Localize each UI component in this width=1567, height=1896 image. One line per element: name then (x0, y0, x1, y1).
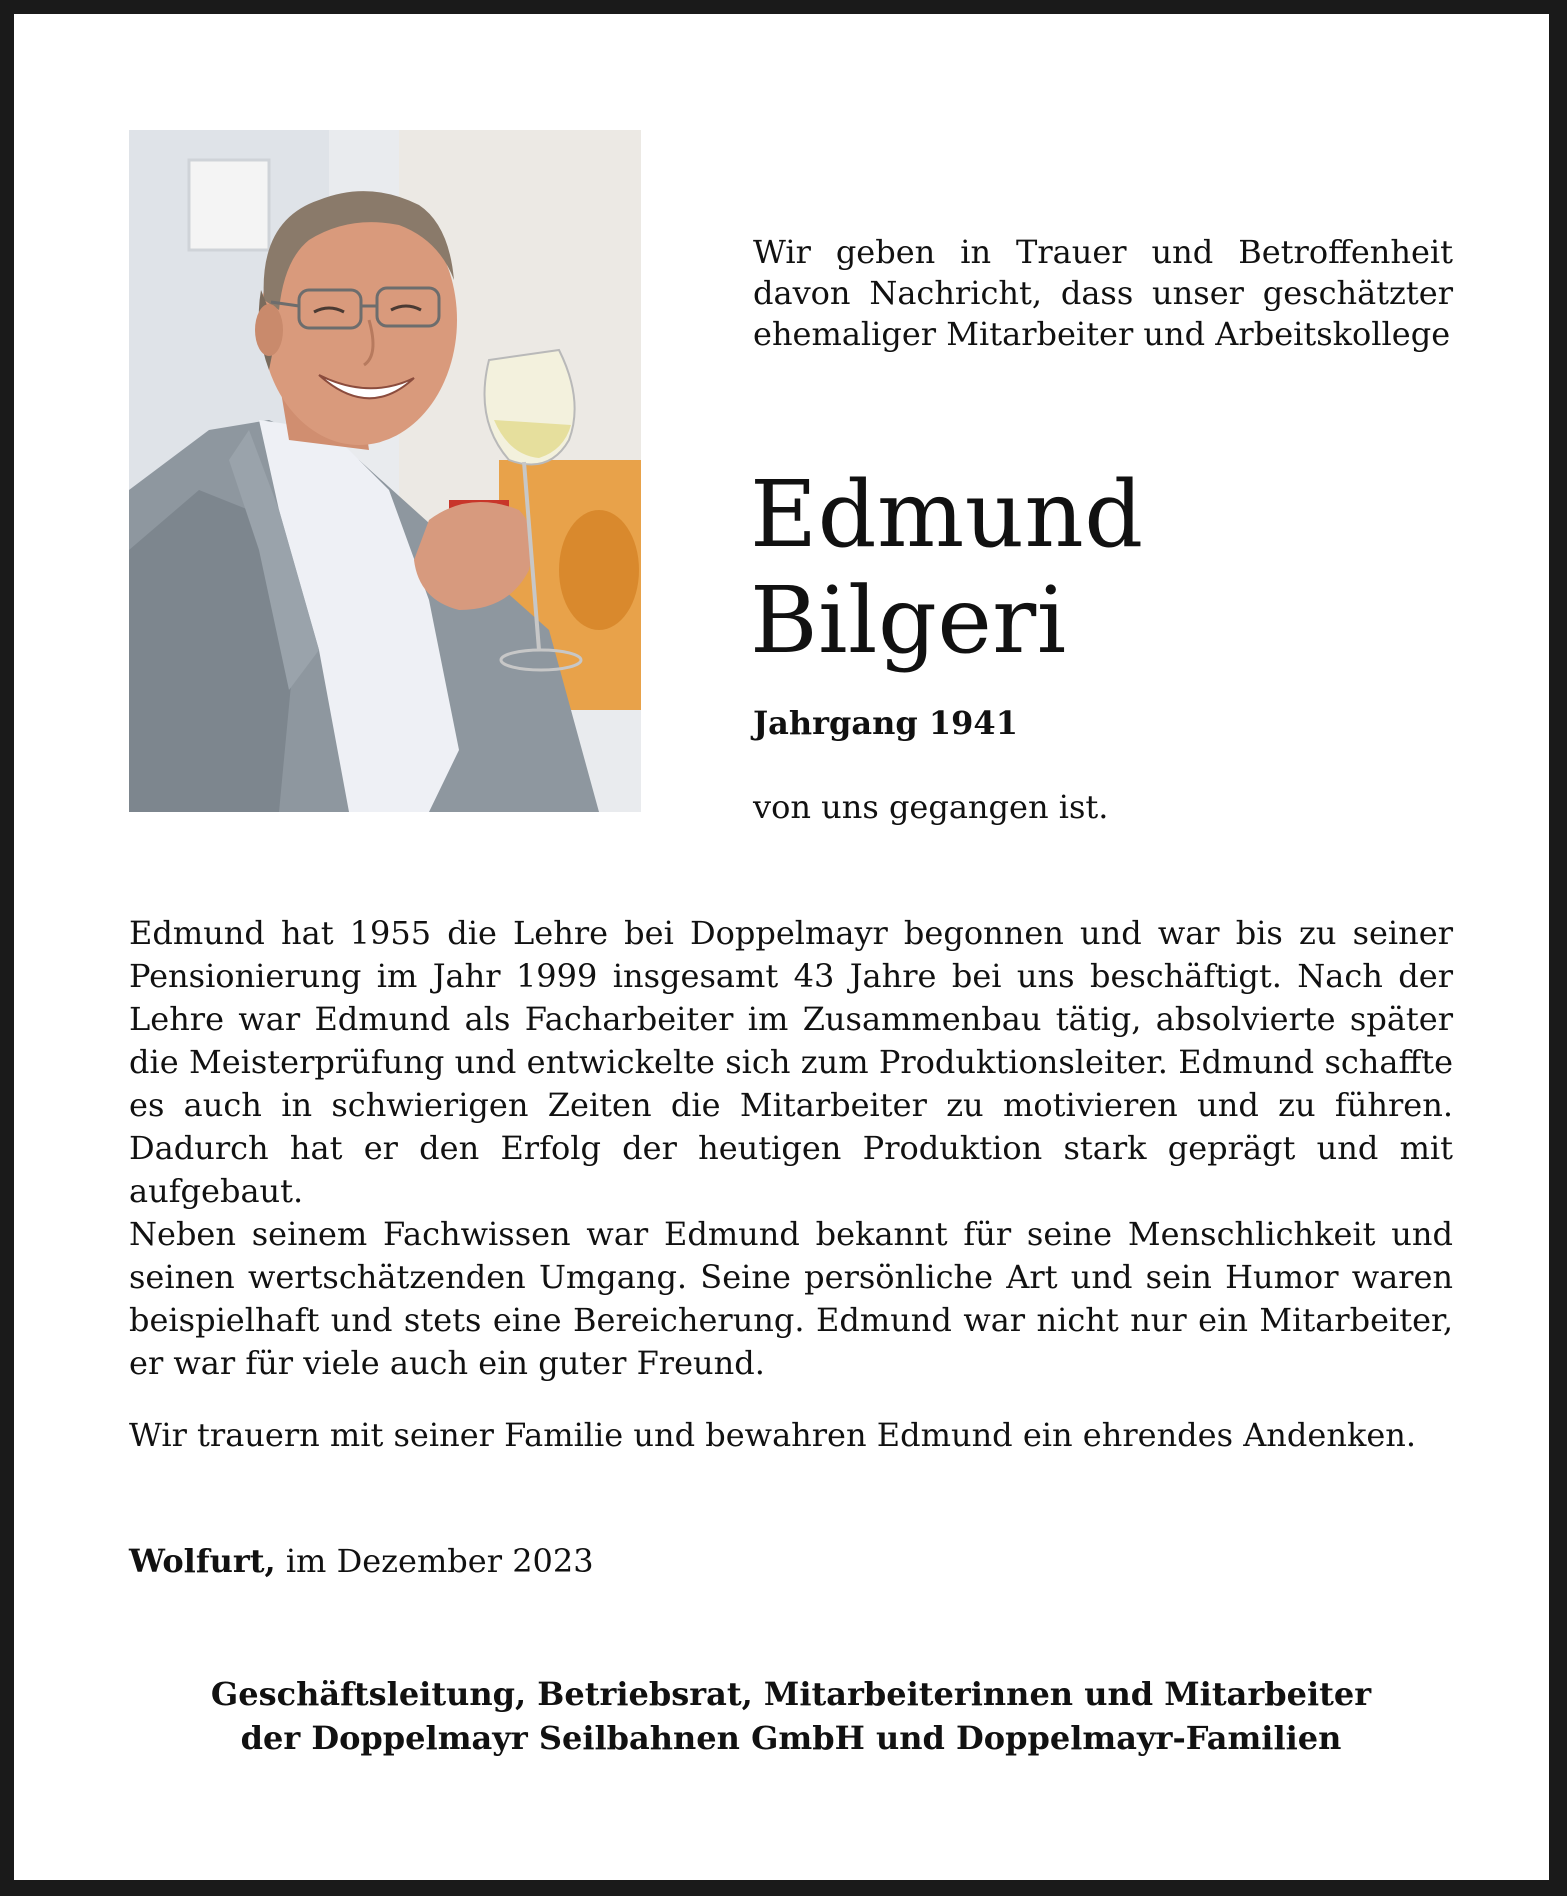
signature-line: Geschäftsleitung, Betriebsrat, Mitarbeiterinnen und Mitarbeiter (210, 1675, 1372, 1713)
deceased-name (750, 462, 1144, 674)
signature (129, 1672, 1453, 1760)
first-name: Edmund (750, 461, 1144, 568)
obituary-page (14, 14, 1549, 1880)
birth-year: Jahrgang 1941 (753, 704, 1018, 742)
portrait-photo (129, 130, 641, 812)
portrait-image (129, 130, 641, 812)
tribute-text (129, 912, 1453, 1385)
place-date (129, 1542, 594, 1580)
last-name: Bilgeri (750, 567, 1067, 674)
mourning-text: Wir trauern mit seiner Familie und bewahren Edmund ein ehrendes Andenken. (129, 1416, 1417, 1454)
passed-text: von uns gegangen ist. (753, 788, 1109, 826)
intro-text: Wir geben in Trauer und Betroffenheit davon Nachricht, dass unser geschätzter ehemaliger Mitarbeiter und Arbeitskollege (753, 233, 1453, 353)
tribute-paragraph: Edmund hat 1955 die Lehre bei Doppelmayr begonnen und war bis zu seiner Pensionierung im Jahr 1999 insgesamt 43 Jahre bei uns beschäftigt. Nach der Lehre war Edmund als Facharbeiter im Zusammenbau tätig, absolvierte später die Meisterprüfung und entwickelte sich zum Produktionsleiter. Edmund schaffte es auch in schwierigen Zeiten die Mitarbeiter zu motivieren und zu führen. Dadurch hat er den Erfolg der heutigen Produktion stark geprägt und mit aufgebaut. (129, 914, 1453, 1210)
date: im Dezember 2023 (285, 1542, 594, 1580)
town: Wolfurt, (129, 1542, 276, 1580)
tribute-paragraph: Neben seinem Fachwissen war Edmund bekannt für seine Menschlichkeit und seinen wertschätzenden Umgang. Seine persönliche Art und sein Humor waren beispielhaft und stets eine Bereicherung. Edmund war nicht nur ein Mitarbeiter, er war für viele auch ein guter Freund. (129, 1215, 1453, 1382)
signature-line: der Doppelmayr Seilbahnen GmbH und Doppelmayr-Familien (240, 1719, 1342, 1757)
